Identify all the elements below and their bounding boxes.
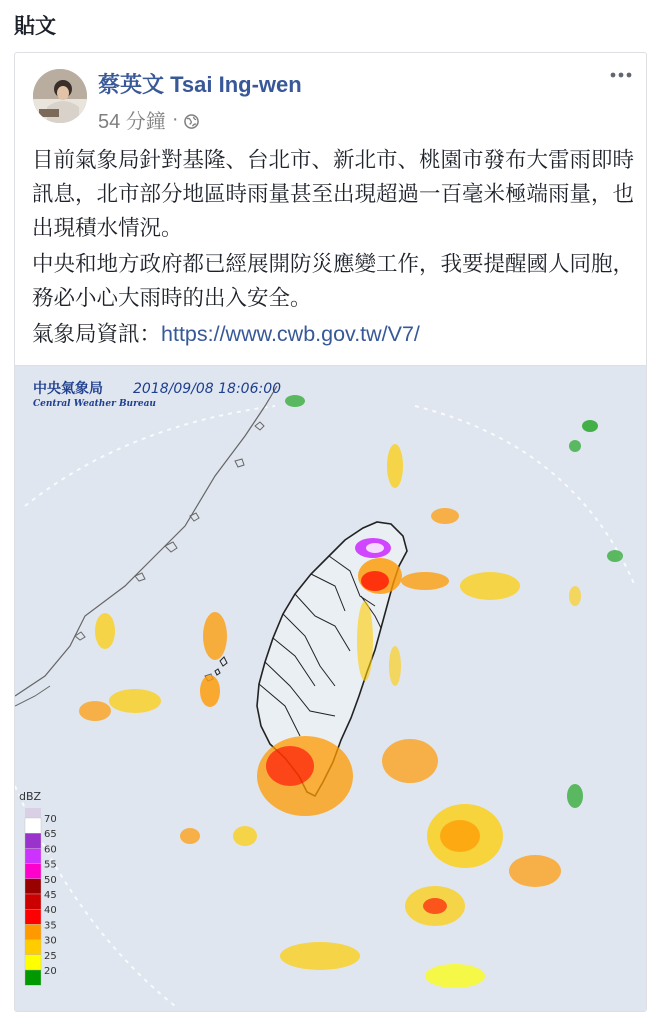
legend-swatch bbox=[25, 924, 41, 939]
post-paragraph-3 bbox=[32, 317, 634, 351]
legend-label: 25 bbox=[44, 950, 57, 962]
legend-swatch bbox=[25, 894, 41, 909]
legend-swatch bbox=[25, 818, 41, 833]
avatar[interactable] bbox=[33, 69, 87, 123]
legend-swatch bbox=[25, 848, 41, 863]
post-card bbox=[14, 52, 647, 1012]
legend-label: 70 bbox=[44, 814, 57, 825]
post-paragraph-2: 中央和地方政府都已經展開防災應變工作，我要提醒國人同胞，務必小心大雨時的出入安全。 bbox=[32, 252, 635, 310]
legend-label: 35 bbox=[44, 920, 57, 932]
post-meta bbox=[98, 105, 199, 134]
post-paragraph-1: 目前氣象局針對基隆、台北市、新北市、桃園市發布大雷雨即時訊息，北市部分地區時雨量甚至出現超過一百毫米極端雨量，也出現積水情況。 bbox=[32, 148, 635, 240]
legend-swatch bbox=[25, 955, 41, 970]
legend-label: 40 bbox=[44, 905, 57, 917]
legend-label: 20 bbox=[44, 966, 57, 977]
legend-swatch bbox=[25, 864, 41, 879]
link-prefix: 氣象局資訊： bbox=[32, 322, 162, 346]
post-time[interactable]: 54 分鐘 bbox=[98, 111, 166, 133]
cwb-link[interactable]: https://www.cwb.gov.tw/V7/ bbox=[161, 322, 420, 346]
legend-swatch bbox=[25, 833, 41, 848]
legend-label: 45 bbox=[44, 890, 57, 901]
legend-label: 55 bbox=[44, 859, 57, 871]
legend-title: dBZ bbox=[19, 790, 42, 803]
legend-label: 50 bbox=[44, 874, 57, 886]
legend-label: 60 bbox=[44, 844, 57, 856]
legend-label: 65 bbox=[44, 829, 57, 841]
legend-label: 30 bbox=[44, 935, 57, 947]
more-options-icon[interactable] bbox=[608, 67, 634, 83]
section-title: 貼文 bbox=[14, 15, 56, 38]
dbz-legend bbox=[25, 808, 57, 985]
meta-separator: · bbox=[171, 108, 179, 130]
radar-image[interactable] bbox=[15, 365, 647, 1012]
legend-swatch bbox=[25, 940, 41, 955]
radar-timestamp: 2018/09/08 18:06:00 bbox=[133, 381, 282, 397]
author-name[interactable]: 蔡英文 Tsai Ing-wen bbox=[98, 72, 302, 97]
legend-swatch bbox=[25, 970, 41, 985]
radar-agency-en: Central Weather Bureau bbox=[33, 399, 156, 409]
radar-agency-cn: 中央氣象局 bbox=[33, 381, 103, 397]
globe-icon[interactable] bbox=[184, 112, 199, 127]
legend-swatch bbox=[25, 879, 41, 894]
legend-swatch bbox=[25, 909, 41, 924]
legend-swatch-top bbox=[25, 808, 41, 818]
